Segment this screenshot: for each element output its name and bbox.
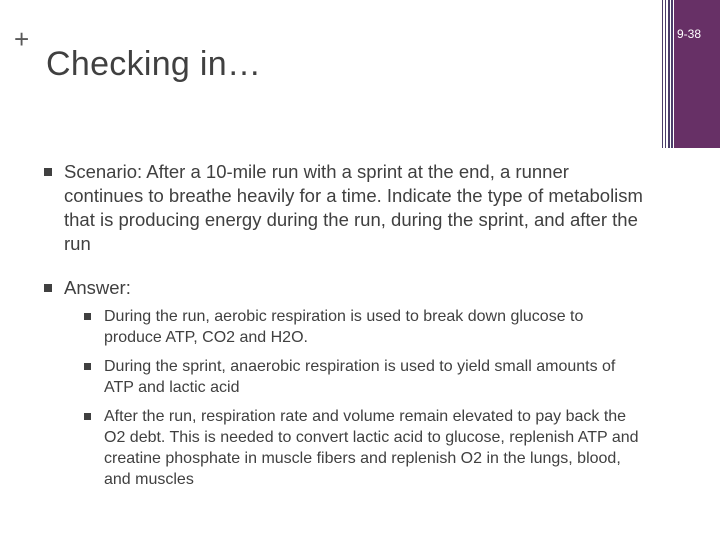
plus-mark: +	[14, 24, 30, 54]
decorative-lines	[662, 0, 674, 148]
answer-list	[82, 306, 644, 490]
decorative-line	[662, 0, 663, 148]
decorative-line	[665, 0, 666, 148]
answer-label: Answer:	[64, 277, 131, 298]
square-bullet-icon	[84, 413, 91, 420]
slide-title: Checking in…	[46, 45, 262, 83]
scenario-text: Scenario: After a 10-mile run with a sprint at the end, a runner continues to breathe heavily for a time. Indicate the type of metabolism that is producing energy during the run, during the sprint, and after the run	[64, 161, 643, 254]
answer-text: During the run, aerobic respiration is used to break down glucose to produce ATP, CO2 and H2O.	[104, 308, 584, 346]
square-bullet-icon	[44, 284, 52, 292]
slide-body	[44, 160, 644, 510]
answer-text: After the run, respiration rate and volume remain elevated to pay back the O2 debt. This is needed to convert lactic acid to glucose, replenish ATP and creatine phosphate in muscle fibers and replenish O2 in the lungs, blood, and muscles	[104, 408, 639, 488]
decorative-line	[668, 0, 670, 148]
answer-text: During the sprint, anaerobic respiration is used to yield small amounts of ATP and lactic acid	[104, 358, 616, 396]
bullet-scenario	[44, 160, 644, 256]
answer-item	[82, 406, 644, 490]
answer-item	[82, 306, 644, 348]
accent-block	[674, 0, 720, 148]
answer-item	[82, 356, 644, 398]
slide-number: 9-38	[677, 27, 702, 41]
bullet-answer	[44, 276, 644, 490]
square-bullet-icon	[84, 313, 91, 320]
square-bullet-icon	[44, 168, 52, 176]
square-bullet-icon	[84, 363, 91, 370]
decorative-line	[671, 0, 673, 148]
